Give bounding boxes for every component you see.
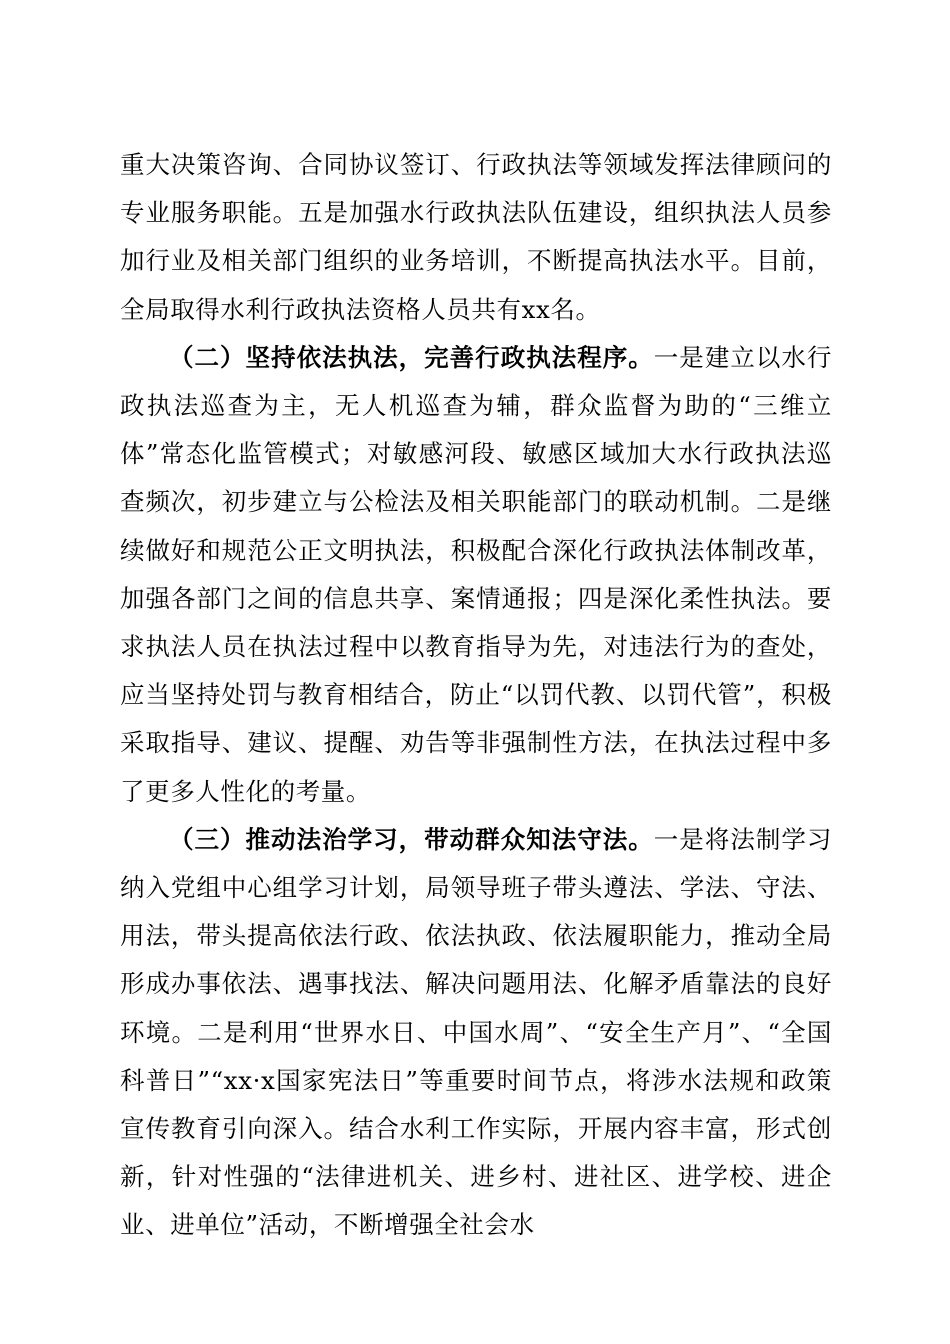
section-heading: （二）坚持依法执法，完善行政执法程序。	[169, 342, 654, 372]
document-body	[120, 141, 832, 1250]
paragraph-text: 一是将法制学习纳入党组中心组学习计划，局领导班子带头遵法、学法、守法、用法，带头提高依法行政、依法执政、依法履职能力，推动全局形成办事依法、遇事找法、解决问题用法、化解矛盾靠法的良好环境。二是利用“世界水日、中国水周”、“安全生产月”、“全国科普日”“xx·x国家宪法日”等重要时间节点，将涉水法规和政策宣传教育引向深入。结合水利工作实际，开展内容丰富，形式创新，针对性强的“法律进机关、进乡村、进社区、进学校、进企业、进单位”活动，不断增强全社会水	[120, 824, 832, 1240]
paragraph-section-3	[120, 816, 832, 1250]
paragraph-text: 一是建立以水行政执法巡查为主，无人机巡查为辅，群众监督为助的“三维立体”常态化监管模式；对敏感河段、敏感区域加大水行政执法巡查频次，初步建立与公检法及相关职能部门的联动机制。二是继续做好和规范公正文明执法，积极配合深化行政执法体制改革，加强各部门之间的信息共享、案情通报；四是深化柔性执法。要求执法人员在执法过程中以教育指导为先，对违法行为的查处，应当坚持处罚与教育相结合，防止“以罚代教、以罚代管”，积极采取指导、建议、提醒、劝告等非强制性方法，在执法过程中多了更多人性化的考量。	[120, 342, 832, 806]
paragraph-text: 重大决策咨询、合同协议签订、行政执法等领域发挥法律顾问的专业服务职能。五是加强水行政执法队伍建设，组织执法人员参加行业及相关部门组织的业务培训，不断提高执法水平。目前，全局取得水利行政执法资格人员共有xx名。	[120, 150, 832, 324]
section-heading: （三）推动法治学习，带动群众知法守法。	[169, 824, 654, 854]
paragraph-section-2	[120, 334, 832, 816]
paragraph-continuation	[120, 141, 832, 334]
